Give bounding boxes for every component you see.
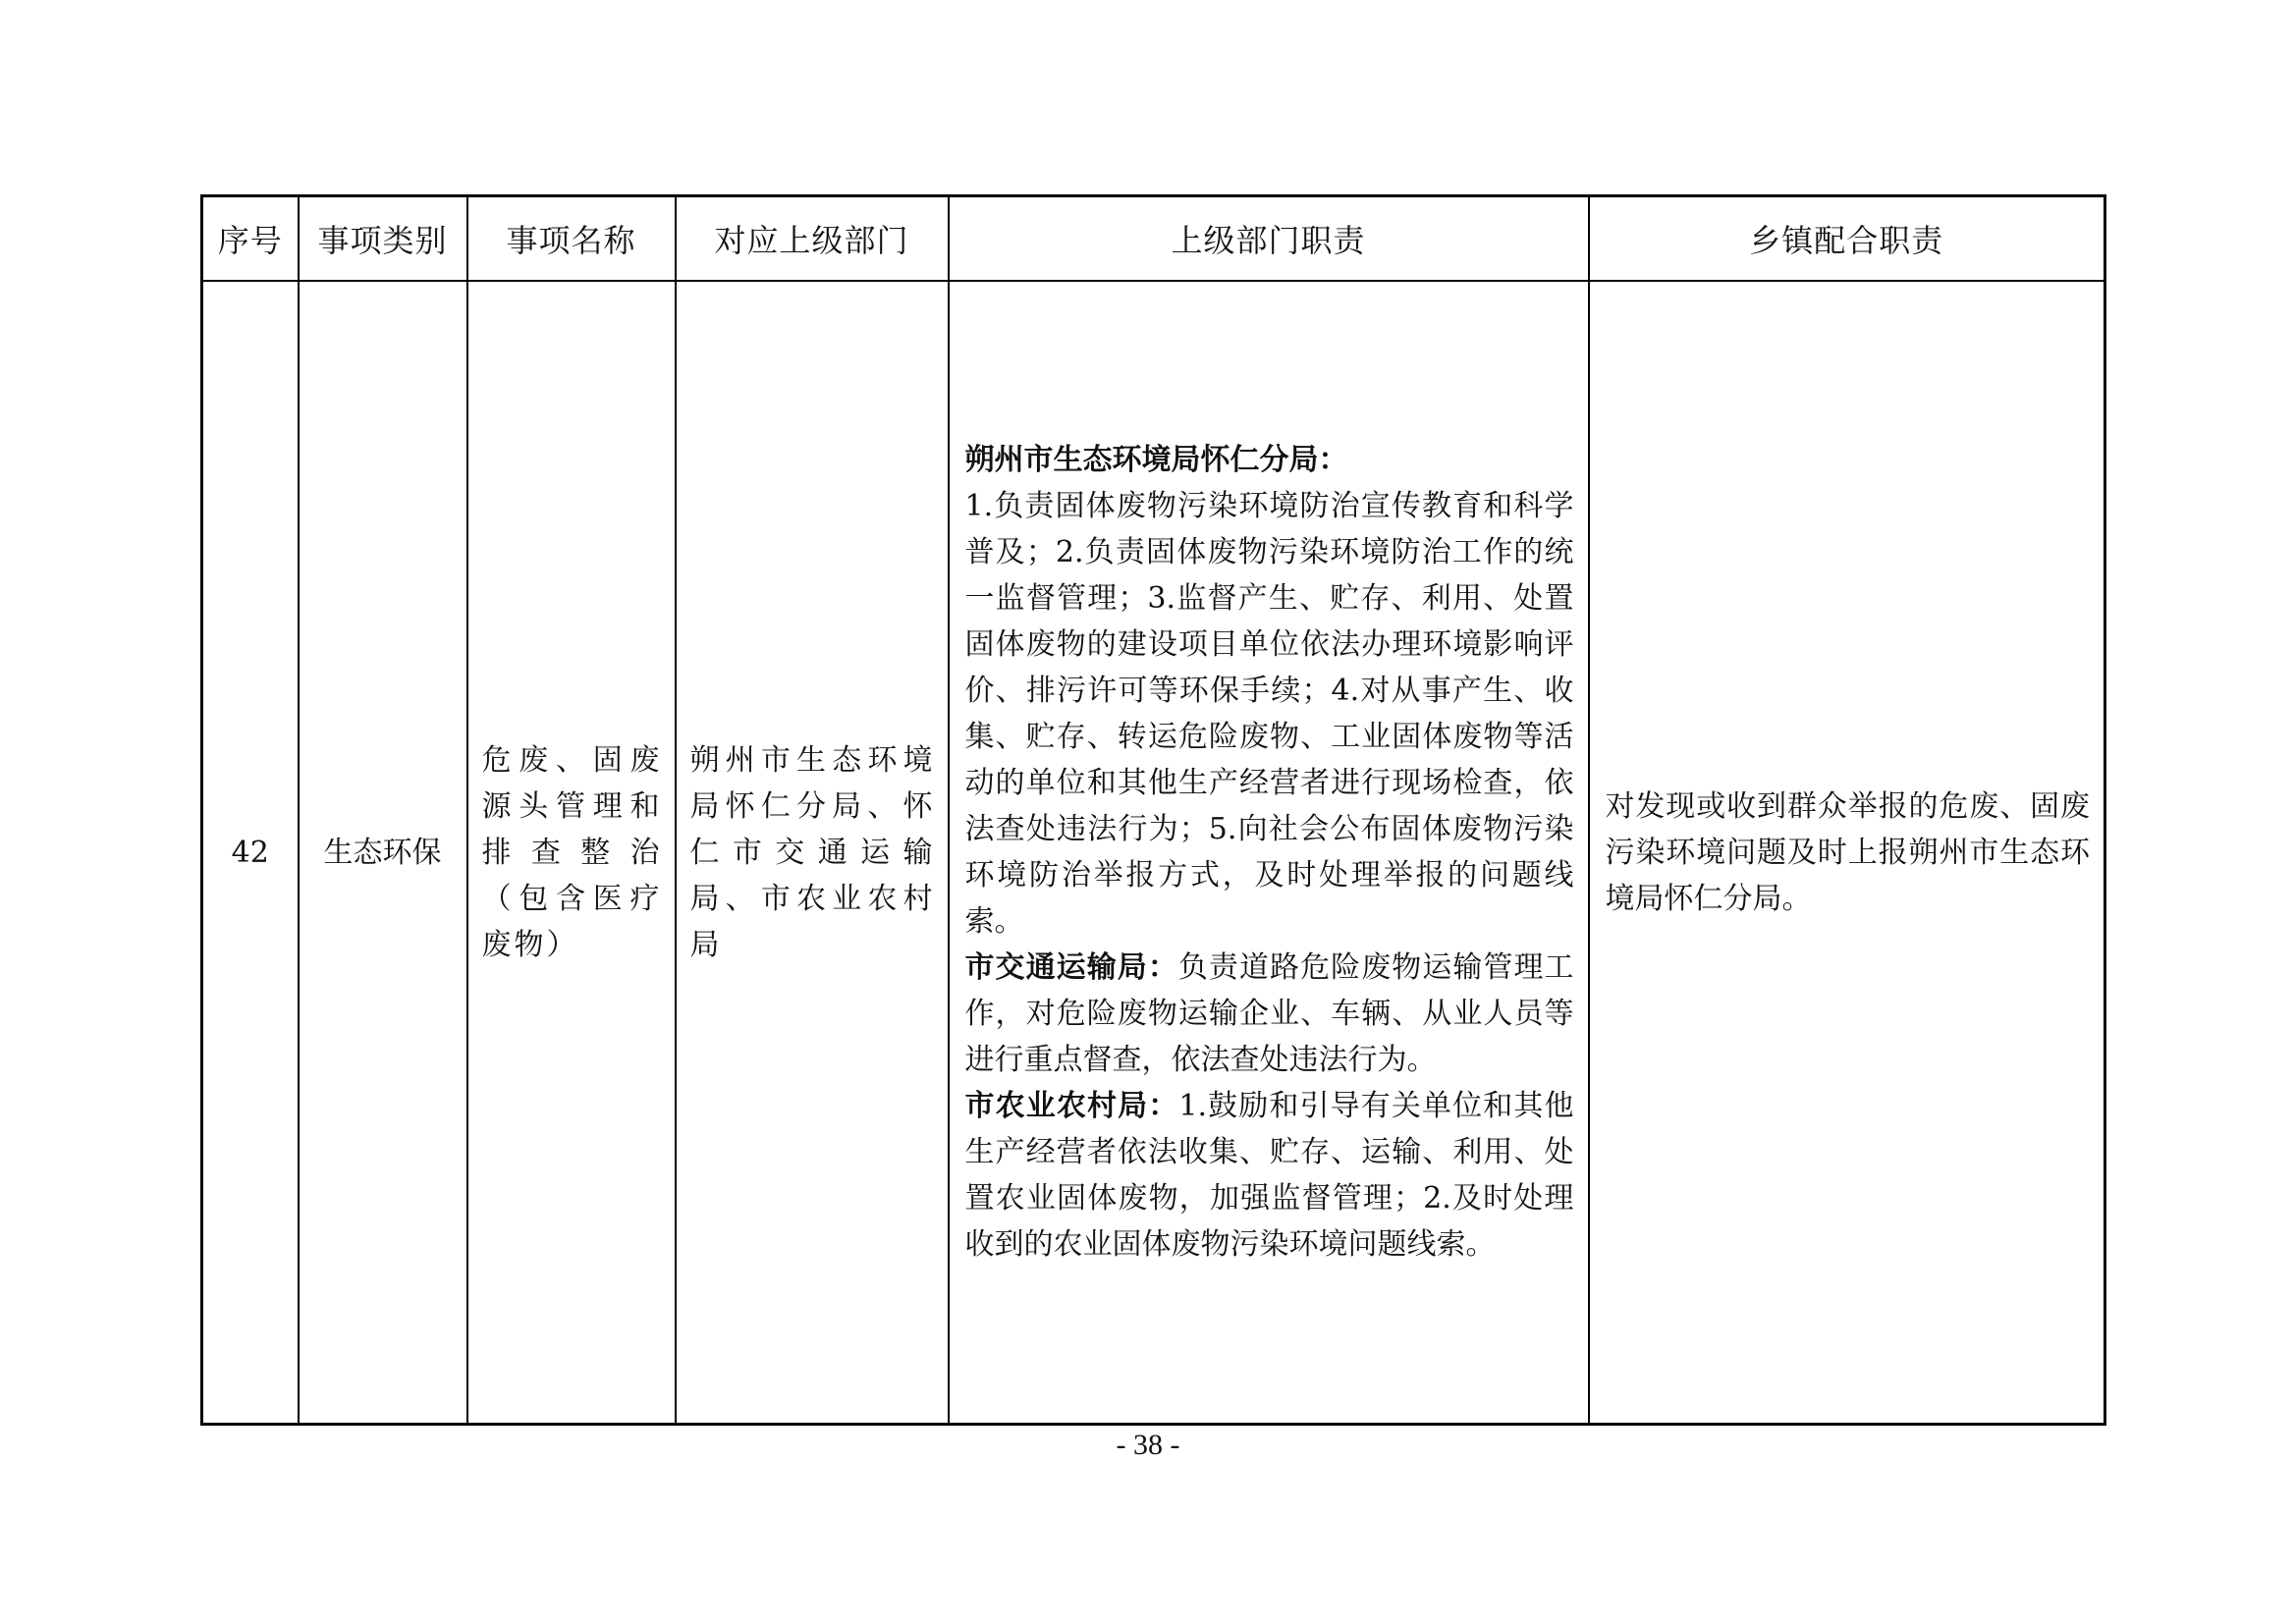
duty-table [200,194,2106,1426]
cell-town-duty: 对发现或收到群众举报的危废、固废污染环境问题及时上报朔州市生态环境局怀仁分局。 [1589,281,2105,1425]
header-town-duty: 乡镇配合职责 [1589,196,2105,282]
header-superior-duty: 上级部门职责 [949,196,1589,282]
cell-category: 生态环保 [299,281,467,1425]
cell-item-name: 危废、固废源头管理和排查整治（包含医疗废物） [467,281,676,1425]
duty-block-ecology-bureau [965,437,1574,945]
duty-heading: 市农业农村局： [964,1089,1179,1123]
table-row [202,281,2105,1425]
duty-heading: 市交通运输局： [964,950,1178,985]
header-item-name: 事项名称 [467,196,676,282]
duty-heading: 朔州市生态环境局怀仁分局： [964,443,1348,477]
page-number: - 38 - [1116,1429,1180,1461]
duty-text: 1.负责固体废物污染环境防治宣传教育和科学普及；2.负责固体废物污染环境防治工作的统一监督管理；3.监督产生、贮存、利用、处置固体废物的建设项目单位依法办理环境影响评价、排污许可等环保手续；4.对从事产生、收集、贮存、转运危险废物、工业固体废物等活动的单位和其他生产经营者进行现场检查，依法查处违法行为；5.向社会公布固体废物污染环境防治举报方式，及时处理举报的问题线索。 [964,489,1574,939]
cell-serial-no: 42 [202,281,299,1425]
duty-block-transport-bureau [965,945,1574,1083]
header-superior-dept: 对应上级部门 [676,196,949,282]
cell-superior-duty [949,281,1589,1425]
cell-superior-dept: 朔州市生态环境局怀仁分局、怀仁市交通运输局、市农业农村局 [676,281,949,1425]
duty-text: 1.鼓励和引导有关单位和其他生产经营者依法收集、贮存、运输、利用、处置农业固体废物，加强监督管理；2.及时处理收到的农业固体废物污染环境问题线索。 [964,1089,1574,1262]
header-row [202,196,2105,282]
duty-text: 负责道路危险废物运输管理工作，对危险废物运输企业、车辆、从业人员等进行重点督查，依法查处违法行为。 [964,950,1574,1077]
header-category: 事项类别 [299,196,467,282]
header-serial-no: 序号 [202,196,299,282]
duty-block-agriculture-bureau [965,1083,1574,1268]
